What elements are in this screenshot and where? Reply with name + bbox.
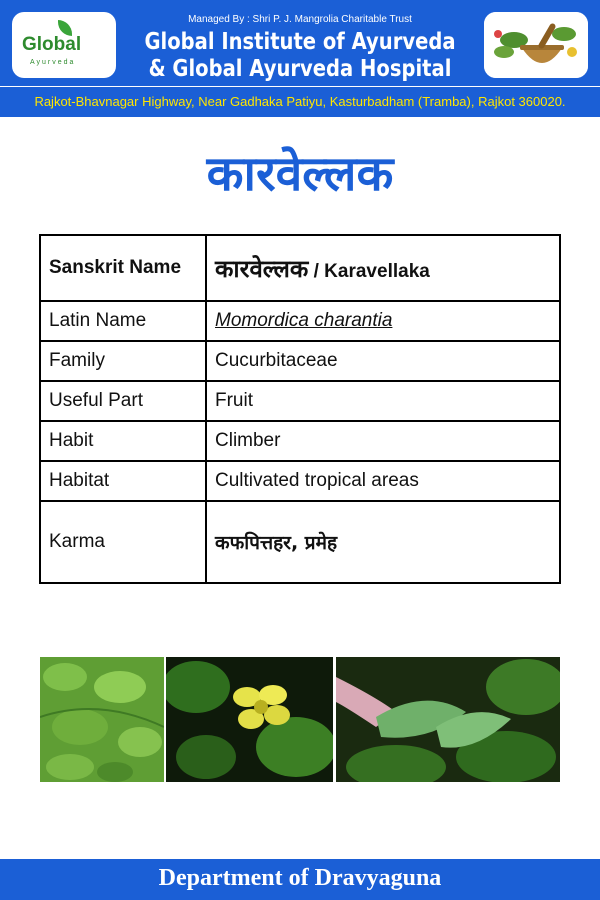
- address-bar: [0, 86, 600, 117]
- latin-name-value: Momordica charantia: [206, 301, 560, 341]
- habitat-value: Cultivated tropical areas: [206, 461, 560, 501]
- institute-name-line1: Global Institute of Ayurveda: [144, 29, 456, 55]
- header-banner: [0, 0, 600, 86]
- family-label: Family: [40, 341, 206, 381]
- sanskrit-name-devanagari: कारवेल्लक: [215, 254, 309, 283]
- sanskrit-name-transliteration: / Karavellaka: [308, 260, 430, 282]
- table-row: [40, 421, 560, 461]
- managed-by-text: Managed By : Shri P. J. Mangrolia Charitable Trust: [188, 14, 412, 25]
- logo-subtext: Ayurveda: [30, 59, 76, 66]
- department-name: Department of Dravyaguna: [158, 865, 442, 891]
- habit-label: Habit: [40, 421, 206, 461]
- table-row: [40, 381, 560, 421]
- table-row: [40, 461, 560, 501]
- institute-name-line2: & Global Ayurveda Hospital: [148, 56, 452, 82]
- habitat-label: Habitat: [40, 461, 206, 501]
- table-row: [40, 235, 560, 301]
- bitter-gourd-fruit-photo: [336, 657, 560, 782]
- plant-title: कारवेल्लक: [206, 146, 394, 202]
- hospital-address: Rajkot-Bhavnagar Highway, Near Gadhaka Patiyu, Kasturbadham (Tramba), Rajkot 360020.: [34, 94, 566, 109]
- karma-label: Karma: [40, 501, 206, 583]
- footer-banner: [0, 859, 600, 900]
- logo-text: Global: [22, 34, 82, 55]
- habit-value: Climber: [206, 421, 560, 461]
- family-value: Cucurbitaceae: [206, 341, 560, 381]
- table-row: [40, 501, 560, 583]
- useful-part-value: Fruit: [206, 381, 560, 421]
- sanskrit-name-value: [206, 235, 560, 301]
- latin-name-label: Latin Name: [40, 301, 206, 341]
- useful-part-label: Useful Part: [40, 381, 206, 421]
- sanskrit-name-label: Sanskrit Name: [40, 235, 206, 301]
- herbs-mortar-image: [484, 12, 588, 78]
- table-row: [40, 301, 560, 341]
- karma-value: कफपित्तहर, प्रमेह: [206, 501, 560, 583]
- plant-properties-table: [39, 234, 561, 584]
- bitter-gourd-vine-photo: [40, 657, 164, 782]
- yellow-flower-photo: [166, 657, 333, 782]
- table-row: [40, 341, 560, 381]
